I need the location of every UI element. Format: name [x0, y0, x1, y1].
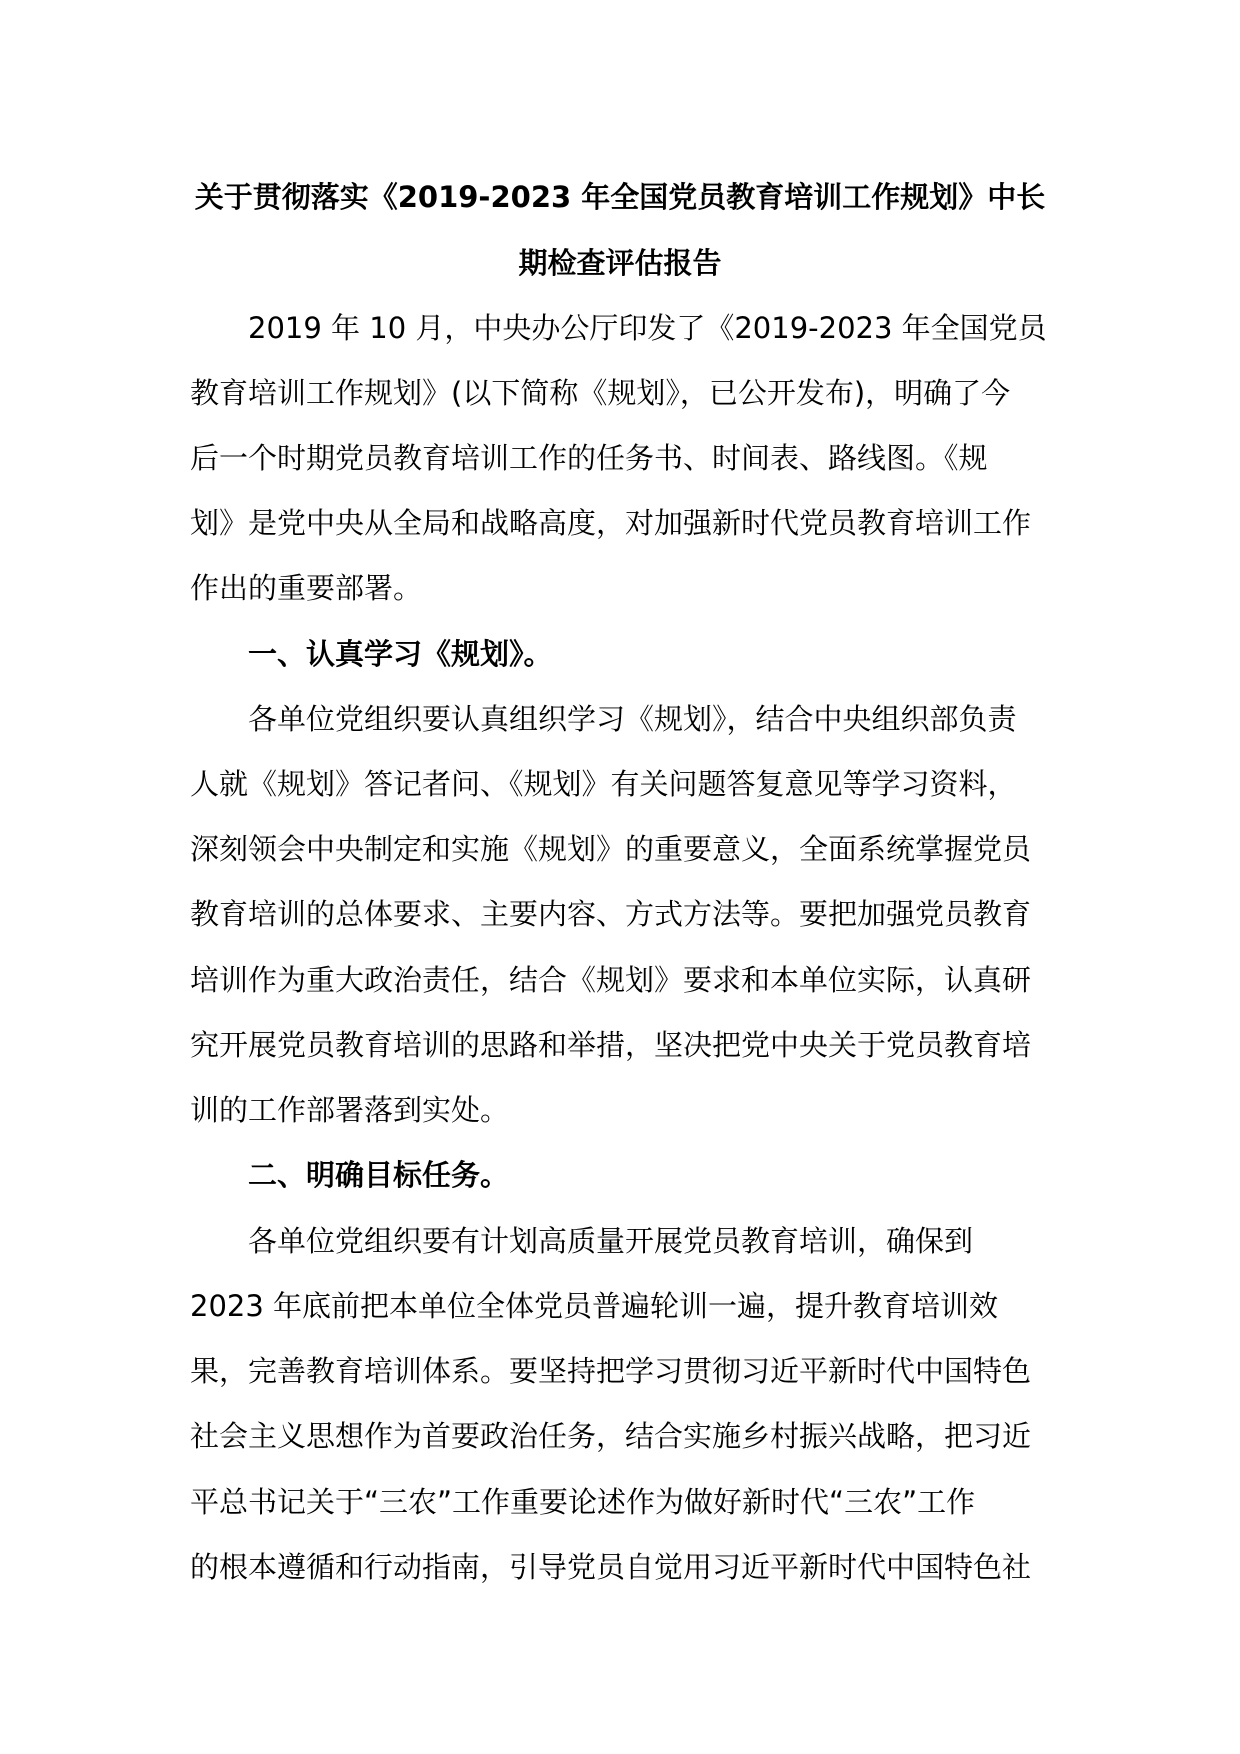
paragraph-3-line-4: 社会主义思想作为首要政治任务，结合实施乡村振兴战略，把习近: [190, 1419, 1032, 1453]
section-heading-1: 一、认真学习《规划》。: [248, 637, 553, 671]
paragraph-2-line-6: 究开展党员教育培训的思路和举措，坚决把党中央关于党员教育培: [190, 1028, 1032, 1062]
paragraph-3-line-3: 果，完善教育培训体系。要坚持把学习贯彻习近平新时代中国特色: [190, 1354, 1032, 1388]
paragraph-2-line-3: 深刻领会中央制定和实施《规划》的重要意义，全面系统掌握党员: [190, 832, 1032, 866]
paragraph-1-line-5: 作出的重要部署。: [190, 571, 423, 605]
paragraph-3-line-1: 各单位党组织要有计划高质量开展党员教育培训，确保到: [248, 1224, 974, 1258]
paragraph-2-line-2: 人就《规划》答记者问、《规划》有关问题答复意见等学习资料，: [190, 767, 1017, 801]
document-title-line-1: 关于贯彻落实《2019-2023 年全国党员教育培训工作规划》中长: [194, 180, 1046, 214]
paragraph-1-line-3: 后一个时期党员教育培训工作的任务书、时间表、路线图。《规: [190, 441, 988, 475]
paragraph-2-line-7: 训的工作部署落到实处。: [190, 1093, 510, 1127]
paragraph-1-line-2: 教育培训工作规划》(以下简称《规划》，已公开发布)，明确了今: [190, 376, 1011, 410]
section-heading-2: 二、明确目标任务。: [248, 1158, 510, 1192]
paragraph-1-line-4: 划》是党中央从全局和战略高度，对加强新时代党员教育培训工作: [190, 506, 1032, 540]
paragraph-3-line-6: 的根本遵循和行动指南，引导党员自觉用习近平新时代中国特色社: [190, 1550, 1032, 1584]
paragraph-1-line-1: 2019 年 10 月，中央办公厅印发了《2019-2023 年全国党员: [248, 311, 1047, 345]
paragraph-3-line-5: 平总书记关于“三农”工作重要论述作为做好新时代“三农”工作: [190, 1485, 976, 1519]
paragraph-2-line-1: 各单位党组织要认真组织学习《规划》，结合中央组织部负责: [248, 702, 1017, 736]
document-title-line-2: 期检查评估报告: [518, 246, 722, 280]
paragraph-2-line-5: 培训作为重大政治责任，结合《规划》要求和本单位实际，认真研: [190, 963, 1032, 997]
paragraph-3-line-2: 2023 年底前把本单位全体党员普遍轮训一遍，提升教育培训效: [190, 1289, 999, 1323]
paragraph-2-line-4: 教育培训的总体要求、主要内容、方式方法等。要把加强党员教育: [190, 897, 1032, 931]
